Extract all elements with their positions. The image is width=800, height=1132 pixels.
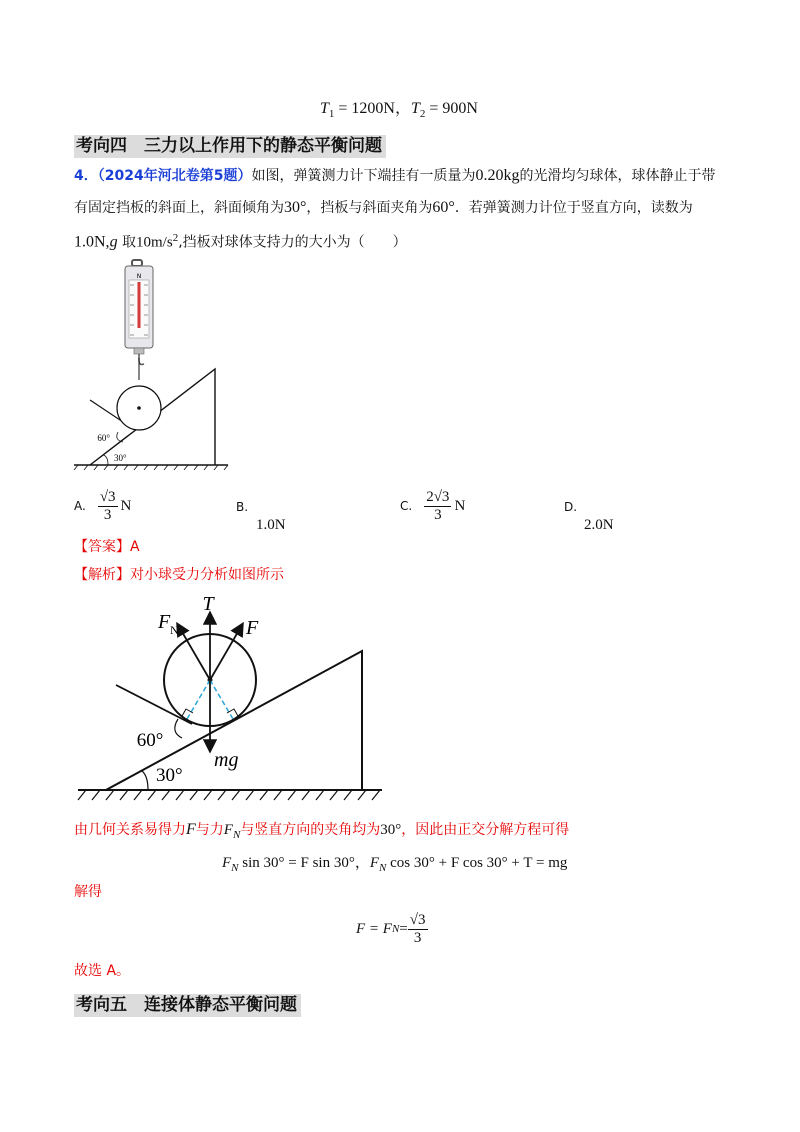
eq1-rest: sin 30° = F sin 30°	[238, 855, 355, 871]
separator: ，	[354, 853, 370, 871]
label-FN: F	[158, 611, 171, 633]
var-t1: T	[320, 100, 329, 117]
question-line-3	[74, 228, 754, 253]
mass-value: 0.20kg	[475, 167, 520, 184]
text-run: 取	[117, 234, 137, 251]
scale-hook	[139, 354, 144, 365]
question-number: 4．	[74, 168, 98, 184]
label-T: T	[202, 593, 214, 615]
angle-arc-30	[142, 771, 148, 790]
text-run: 由几何关系易得力	[74, 822, 186, 838]
t2-value: = 900N	[425, 100, 478, 117]
option-letter: A.	[74, 499, 86, 513]
option-b[interactable]	[236, 496, 286, 534]
section-title: 考向五 连接体静态平衡问题	[74, 994, 301, 1017]
g-value: 10m/s	[136, 234, 173, 251]
var-FN-sub: N	[232, 828, 241, 841]
result-equation	[356, 906, 428, 952]
conclusion: 故选 A。	[74, 963, 131, 979]
board-angle: 60°	[432, 199, 455, 216]
scale-bottom	[134, 348, 144, 354]
result-lhs: F = F	[356, 920, 392, 937]
option-unit: N	[120, 497, 132, 514]
top-formula	[320, 95, 478, 120]
fraction-denominator: 3	[434, 506, 442, 523]
text-run: 如图，弹簧测力计下端挂有一质量为	[251, 168, 476, 184]
var-t2: T	[411, 100, 420, 117]
derivation-line	[74, 820, 764, 845]
analysis-line	[74, 565, 284, 585]
separator: ，	[394, 98, 411, 117]
solve-label: 解得	[74, 884, 102, 900]
option-value: 1.0N	[256, 517, 286, 533]
text-run: ,挡板对球体支持力的大小为（ ）	[178, 234, 407, 251]
section-heading-5	[74, 990, 301, 1015]
answer-label: 【答案】	[74, 539, 130, 555]
eq2-FN: F	[369, 855, 380, 871]
answer-value: A	[130, 539, 140, 555]
option-letter: D.	[564, 500, 578, 514]
eq1-FN: F	[222, 855, 232, 871]
text-run: ，挡板与斜面夹角为	[306, 200, 433, 216]
result-fraction	[408, 912, 428, 947]
answer-line	[74, 537, 140, 557]
option-unit: N	[454, 497, 466, 514]
section-title: 考向四 三力以上作用下的静态平衡问题	[74, 135, 386, 158]
sub-1: 1	[328, 108, 335, 121]
reading-value: 1.0N,	[74, 233, 110, 251]
result-sub: N	[391, 923, 400, 935]
var-F: F	[186, 821, 196, 838]
scale-indicator	[138, 282, 141, 328]
option-fraction	[424, 489, 451, 524]
label-mg: mg	[214, 749, 239, 771]
option-d[interactable]	[564, 496, 614, 534]
fraction-denominator: 3	[413, 929, 422, 946]
sub-2: 2	[419, 108, 426, 121]
fraction-numerator: √3	[409, 911, 426, 928]
eq2-rest: cos 30° + F cos 30° + T = mg	[386, 855, 568, 871]
text-run: 的光滑均匀球体，球体静止于带	[519, 168, 716, 184]
angle-arc-60	[175, 719, 182, 738]
option-letter: B.	[236, 500, 249, 514]
ground-hatch	[74, 465, 228, 470]
question-line-2	[74, 198, 754, 218]
option-a[interactable]	[74, 484, 131, 528]
eq2-sub: N	[379, 862, 387, 874]
option-letter: C.	[400, 499, 413, 513]
option-value: 2.0N	[584, 517, 614, 533]
var-g: g	[109, 233, 118, 251]
result-equals: =	[399, 920, 408, 937]
figure-spring-scale-incline	[70, 258, 240, 470]
text-run: 与力	[195, 822, 224, 838]
ball-center	[137, 406, 141, 410]
incline-angle: 30°	[284, 199, 307, 216]
fraction-numerator: √3	[99, 488, 116, 505]
scale-unit-label: N	[136, 273, 142, 280]
equation-system	[222, 851, 567, 874]
text-run: ，因此由正交分解方程可得	[401, 822, 570, 838]
fraction-denominator: 3	[103, 506, 112, 523]
figure-force-diagram	[70, 590, 390, 810]
text-run: ．若弹簧测力计位于竖直方向，读数为	[454, 200, 693, 216]
option-c[interactable]	[400, 484, 465, 528]
text-run: 与竖直方向的夹角均为	[240, 822, 381, 838]
ground-hatch	[78, 790, 380, 800]
scale-top-hook	[132, 260, 142, 266]
g-exponent: 2	[172, 232, 179, 244]
text-run: 有固定挡板的斜面上，斜面倾角为	[74, 200, 284, 216]
section-heading-4	[74, 131, 386, 156]
question-line-1	[74, 166, 754, 186]
angle-label-30: 30°	[114, 453, 127, 463]
var-FN: F	[223, 822, 233, 838]
label-F: F	[246, 617, 259, 639]
angle-arc-30	[103, 455, 108, 465]
analysis-text: 对小球受力分析如图所示	[130, 567, 284, 583]
analysis-label: 【解析】	[74, 567, 130, 583]
angle-label-60: 60°	[97, 433, 110, 443]
fraction-numerator: 2√3	[426, 488, 450, 505]
angle-label-60: 60°	[136, 730, 164, 751]
angle-value: 30°	[380, 822, 402, 838]
angle-label-30: 30°	[156, 765, 183, 786]
question-source: （2024年河北卷第5题）	[97, 168, 252, 184]
label-FN-sub: N	[170, 623, 179, 637]
t1-value: = 1200N	[334, 100, 395, 117]
eq1-sub: N	[231, 862, 239, 874]
option-fraction	[98, 489, 118, 524]
